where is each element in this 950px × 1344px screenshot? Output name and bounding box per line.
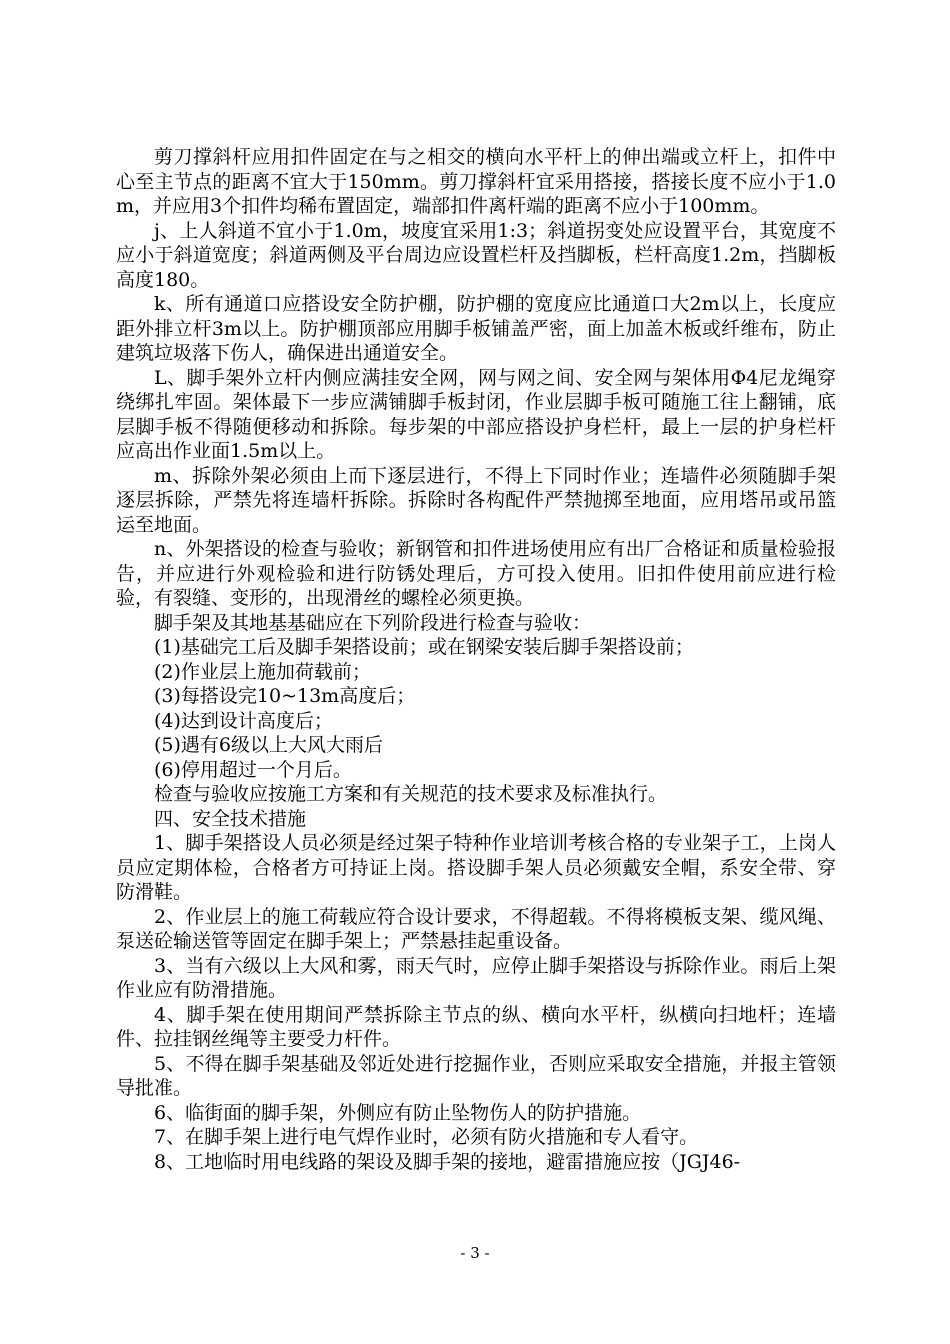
paragraph-measure-2: 2、作业层上的施工荷载应符合设计要求，不得超载。不得将模板支架、缆风绳、泵送砼输送管等固定在脚手架上；严禁悬挂起重设备。 xyxy=(116,905,836,952)
paragraph-inspection-stages: 脚手架及其地基基础应在下列阶段进行检查与验收： xyxy=(154,611,592,634)
section-heading-safety-measures: 四、安全技术措施 xyxy=(154,807,307,830)
paragraph-l-safety-net: L、脚手架外立杆内侧应满挂安全网，网与网之间、安全网与架体用Φ4尼龙绳穿绕绑扎牢固。架体最下一步应满铺脚手板封闭，作业层脚手板可随施工往上翻铺，底层脚手板不得随便移动和拆除。每步架的中部应搭设护身栏杆，最上一层的护身栏杆应高出作业面1.5m以上。 xyxy=(116,366,836,462)
document-body xyxy=(116,145,836,1174)
page-number: - 3 - xyxy=(460,1244,490,1262)
list-item-stage-6: (6)停用超过一个月后。 xyxy=(154,758,352,781)
list-item-stage-4: (4)达到设计高度后； xyxy=(154,709,333,732)
list-item-stage-1: (1)基础完工后及脚手架搭设前；或在钢梁安装后脚手架搭设前； xyxy=(154,636,694,658)
paragraph-measure-8: 8、工地临时用电线路的架设及脚手架的接地，避雷措施应按（JGJ46- xyxy=(154,1150,741,1173)
paragraph-measure-3: 3、当有六级以上大风和雾，雨天气时，应停止脚手架搭设与拆除作业。雨后上架作业应有防滑措施。 xyxy=(116,954,836,1001)
paragraph-measure-5: 5、不得在脚手架基础及邻近处进行挖掘作业，否则应采取安全措施，并报主管领导批准。 xyxy=(116,1052,836,1099)
paragraph-m-dismantling: m、拆除外架必须由上而下逐层进行，不得上下同时作业；连墙件必须随脚手架逐层拆除，严禁先将连墙杆拆除。拆除时各构配件严禁抛掷至地面，应用塔吊或吊篮运至地面。 xyxy=(116,464,836,536)
paragraph-j-ramp: j、上人斜道不宜小于1.0m，坡度宜采用1:3；斜道拐变处应设置平台，其宽度不应小于斜道宽度；斜道两侧及平台周边应设置栏杆及挡脚板，栏杆高度1.2m，挡脚板高度180。 xyxy=(116,219,836,291)
paragraph-measure-1: 1、脚手架搭设人员必须是经过架子特种作业培训考核合格的专业架子工，上岗人员应定期体检，合格者方可持证上岗。搭设脚手架人员必须戴安全帽，系安全带、穿防滑鞋。 xyxy=(116,832,836,903)
list-item-stage-2: (2)作业层上施加荷载前； xyxy=(154,660,371,683)
paragraph-k-protective-shed: k、所有通道口应搭设安全防护棚，防护棚的宽度应比通道口大2m以上，长度应距外排立杆3m以上。防护棚顶部应用脚手板铺盖严密，面上加盖木板或纤维布，防止建筑垃圾落下伤人，确保进出通道安全。 xyxy=(116,293,836,364)
paragraph-measure-6: 6、临街面的脚手架，外侧应有防止坠物伤人的防护措施。 xyxy=(154,1101,642,1124)
paragraph-n-inspection: n、外架搭设的检查与验收；新钢管和扣件进场使用应有出厂合格证和质量检验报告，并应进行外观检验和进行防锈处理后，方可投入使用。旧扣件使用前应进行检验，有裂缝、变形的，出现滑丝的螺栓必须更换。 xyxy=(116,538,836,609)
paragraph-scissor-brace: 剪刀撑斜杆应用扣件固定在与之相交的横向水平杆上的伸出端或立杆上，扣件中心至主节点的距离不宜大于150mm。剪刀撑斜杆宜采用搭接，搭接长度不应小于1.0m，并应用3个扣件均稀布置固定，端部扣件离杆端的距离不应小于100mm。 xyxy=(116,146,836,217)
paragraph-inspection-standard: 检查与验收应按施工方案和有关规范的技术要求及标准执行。 xyxy=(154,783,668,805)
list-item-stage-5: (5)遇有6级以上大风大雨后 xyxy=(154,734,384,756)
paragraph-measure-7: 7、在脚手架上进行电气焊作业时，必须有防火措施和专人看守。 xyxy=(154,1126,699,1148)
paragraph-measure-4: 4、脚手架在使用期间严禁拆除主节点的纵、横向水平杆，纵横向扫地杆；连墙件、拉挂钢丝绳等主要受力杆件。 xyxy=(116,1003,836,1050)
list-item-stage-3: (3)每搭设完10~13m高度后； xyxy=(154,685,416,707)
